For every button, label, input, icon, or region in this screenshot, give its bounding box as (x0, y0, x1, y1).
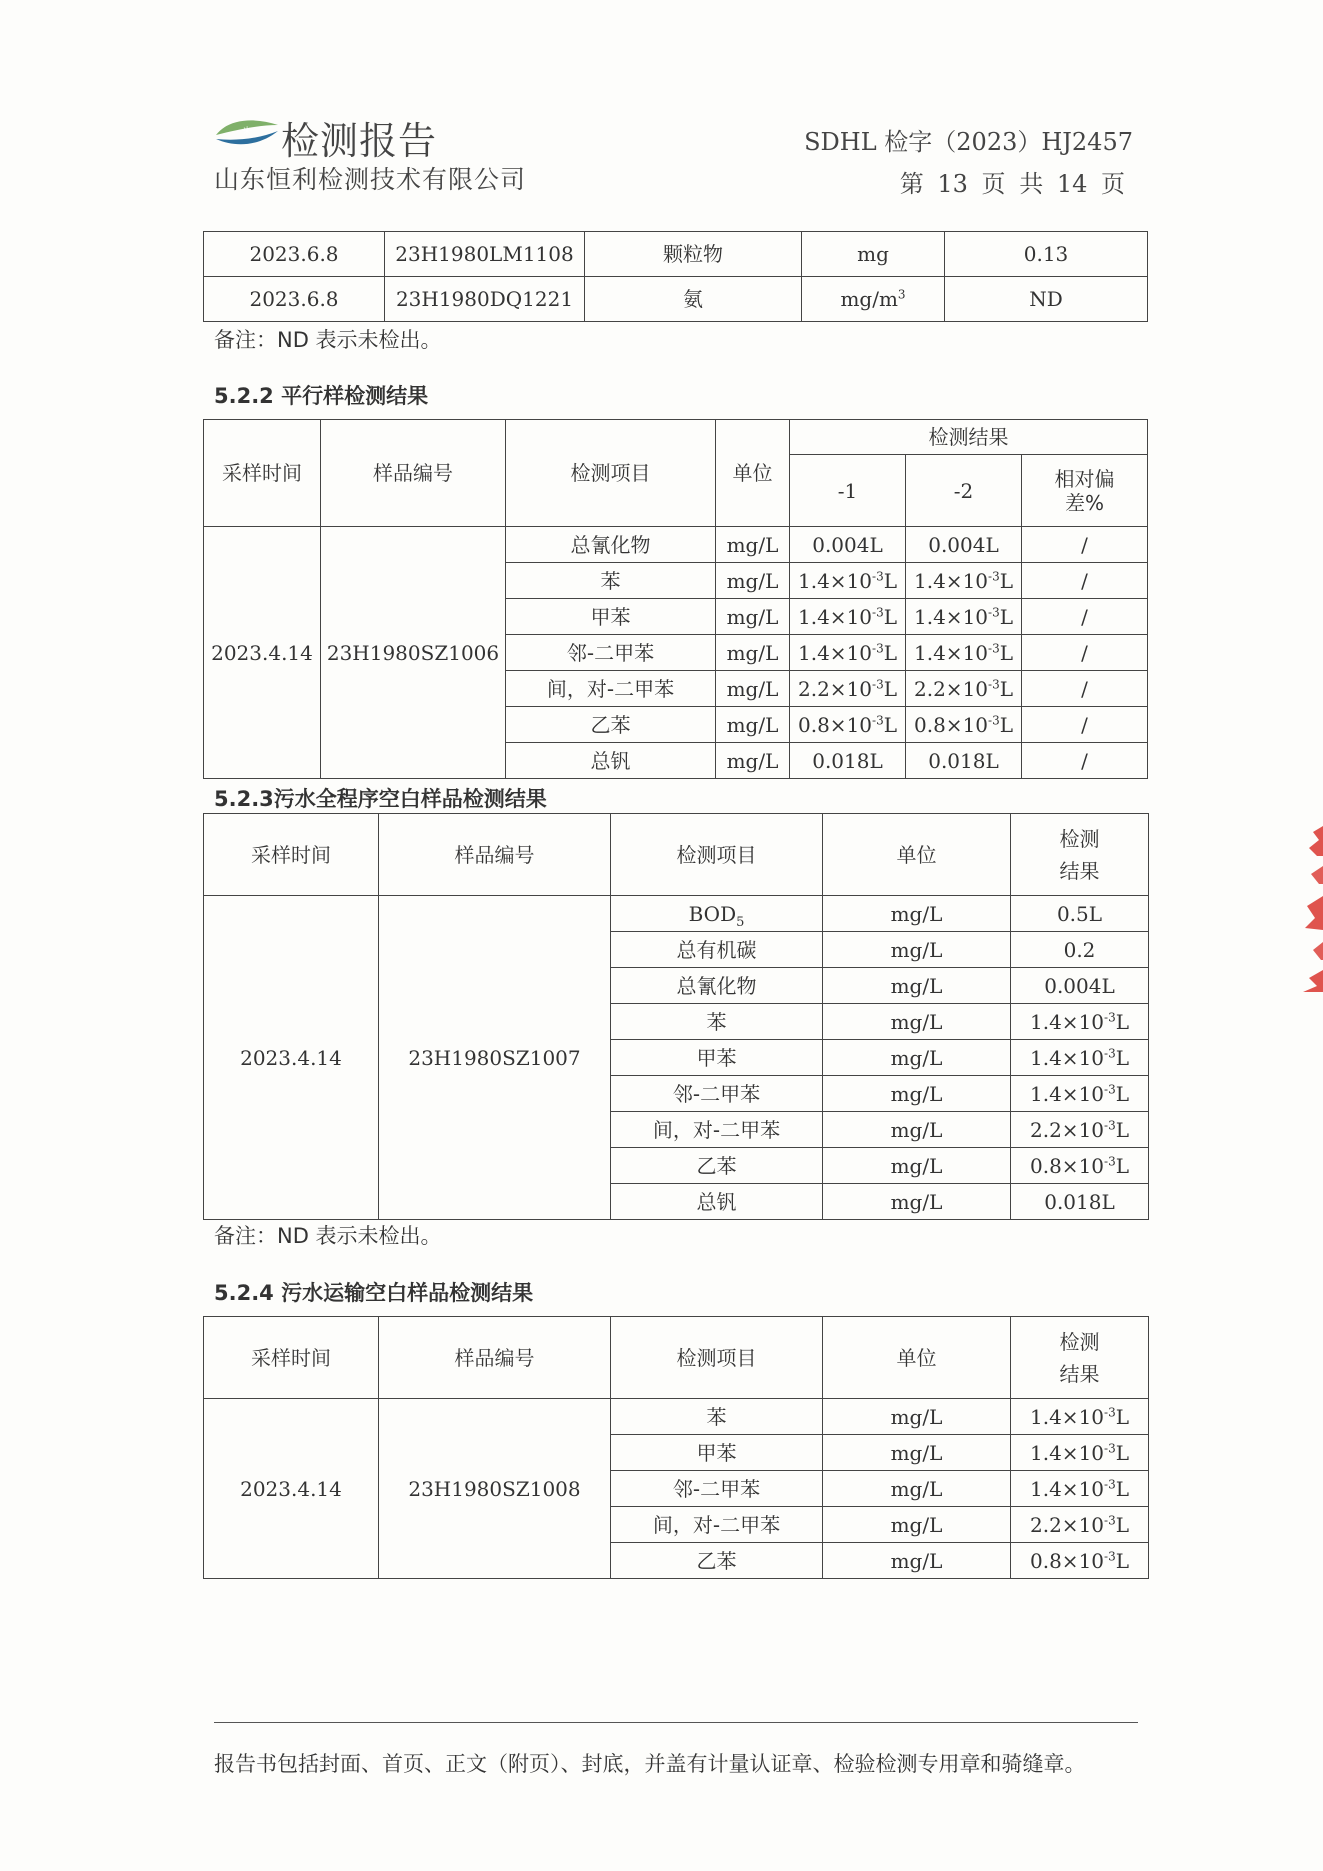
note-523: 备注：ND 表示未检出。 (214, 1224, 442, 1248)
cell-unit: mg/L (823, 1435, 1011, 1471)
cell-result-1: $2.2\times 10^{-3}L$ (790, 671, 906, 707)
cell-unit: mg/L (823, 1399, 1011, 1435)
svg-text:✳: ✳ (242, 124, 253, 138)
cell-date: 2023.6.8 (204, 232, 385, 277)
cell-rpd: / (1022, 707, 1148, 743)
cell-result: 0.5L (1011, 896, 1149, 932)
cell-rpd: / (1022, 635, 1148, 671)
cell-unit: mg/L (716, 635, 790, 671)
report-code: SDHL 检字（2023）HJ2457 (804, 128, 1133, 156)
header-result-1: -1 (790, 455, 906, 527)
cell-sample-id: 23H1980LM1108 (385, 232, 585, 277)
cell-result: $0.8\times 10^{-3}L$ (1011, 1148, 1149, 1184)
cell-sample-id: 23H1980SZ1008 (379, 1399, 611, 1579)
cell-result: 0.2 (1011, 932, 1149, 968)
cell-result: 0.13 (945, 232, 1148, 277)
table-row (204, 1399, 1149, 1435)
cell-item: 乙苯 (506, 707, 716, 743)
table-header-row (204, 814, 1149, 896)
cell-date: 2023.6.8 (204, 277, 385, 322)
cell-item: 总钒 (611, 1184, 823, 1220)
cell-sample-id: 23H1980SZ1007 (379, 896, 611, 1220)
table-header-row (204, 1317, 1149, 1399)
cell-date: 2023.4.14 (204, 1399, 379, 1579)
cell-result-1: $1.4\times 10^{-3}L$ (790, 599, 906, 635)
cell-result-1: $1.4\times 10^{-3}L$ (790, 563, 906, 599)
cell-item: 乙苯 (611, 1543, 823, 1579)
cell-result: $1.4\times 10^{-3}L$ (1011, 1399, 1149, 1435)
cell-result-1: $0.8\times 10^{-3}L$ (790, 707, 906, 743)
table-continued (203, 231, 1148, 322)
cell-unit: mg/L (823, 1543, 1011, 1579)
company-name: 山东恒利检测技术有限公司 (214, 165, 527, 194)
header-item: 检测项目 (611, 1317, 823, 1399)
cell-result-2: $2.2\times 10^{-3}L$ (906, 671, 1022, 707)
cell-date: 2023.4.14 (204, 527, 321, 779)
cell-unit: mg/L (823, 1040, 1011, 1076)
header-item: 检测项目 (611, 814, 823, 896)
cell-unit: mg/L (823, 1076, 1011, 1112)
cell-unit: mg/L (823, 1004, 1011, 1040)
page-number: 第 13 页 共 14 页 (899, 170, 1125, 198)
cell-item: 苯 (611, 1399, 823, 1435)
seam-stamp-icon (1299, 826, 1323, 992)
cell-unit: mg/L (716, 743, 790, 779)
cell-item: 甲苯 (611, 1435, 823, 1471)
cell-rpd: / (1022, 527, 1148, 563)
cell-rpd: / (1022, 563, 1148, 599)
cell-unit: mg/L (716, 707, 790, 743)
cell-item: 总有机碳 (611, 932, 823, 968)
cell-unit: mg/L (823, 968, 1011, 1004)
cell-result-2: 0.004L (906, 527, 1022, 563)
cell-unit: mg/L (716, 527, 790, 563)
table-header-row (204, 420, 1148, 455)
cell-result-2: $1.4\times 10^{-3}L$ (906, 563, 1022, 599)
footer-note: 报告书包括封面、首页、正文（附页）、封底，并盖有计量认证章、检验检测专用章和骑缝章。 (214, 1752, 1086, 1776)
cell-date: 2023.4.14 (204, 896, 379, 1220)
footer-divider (214, 1722, 1138, 1723)
header-rpd: 相对偏 差% (1022, 455, 1148, 527)
cell-unit: mg/L (716, 563, 790, 599)
cell-result-1: $1.4\times 10^{-3}L$ (790, 635, 906, 671)
cell-rpd: / (1022, 671, 1148, 707)
table-row (204, 896, 1149, 932)
cell-item: 邻-二甲苯 (506, 635, 716, 671)
cell-unit: mg/L (823, 1112, 1011, 1148)
cell-unit: mg/L (823, 1471, 1011, 1507)
cell-unit: mg/L (823, 1148, 1011, 1184)
cell-result: 0.018L (1011, 1184, 1149, 1220)
cell-unit: $mg/m^3$ (802, 277, 945, 322)
header-unit: 单位 (823, 1317, 1011, 1399)
header-unit: 单位 (716, 420, 790, 527)
header-unit: 单位 (823, 814, 1011, 896)
cell-result: $2.2\times 10^{-3}L$ (1011, 1112, 1149, 1148)
section-heading-524: 5.2.4 污水运输空白样品检测结果 (214, 1281, 534, 1305)
cell-result: 0.004L (1011, 968, 1149, 1004)
cell-unit: mg/L (823, 896, 1011, 932)
cell-result: $1.4\times 10^{-3}L$ (1011, 1004, 1149, 1040)
cell-unit: mg/L (823, 932, 1011, 968)
cell-item: 间，对-二甲苯 (611, 1112, 823, 1148)
table-row (204, 232, 1148, 277)
section-heading-522: 5.2.2 平行样检测结果 (214, 384, 429, 408)
cell-item: 邻-二甲苯 (611, 1471, 823, 1507)
header-results: 检测结果 (790, 420, 1148, 455)
cell-result: ND (945, 277, 1148, 322)
cell-item: 氨 (585, 277, 802, 322)
section-heading-523: 5.2.3污水全程序空白样品检测结果 (214, 787, 547, 811)
cell-result: $1.4\times 10^{-3}L$ (1011, 1435, 1149, 1471)
cell-item: 总钒 (506, 743, 716, 779)
cell-unit: mg/L (716, 599, 790, 635)
header-date: 采样时间 (204, 814, 379, 896)
cell-item: 苯 (611, 1004, 823, 1040)
cell-item: 总氰化物 (506, 527, 716, 563)
cell-item: 苯 (506, 563, 716, 599)
cell-item: $BOD_5$ (611, 896, 823, 932)
cell-unit: mg (802, 232, 945, 277)
cell-sample-id: 23H1980SZ1006 (321, 527, 506, 779)
cell-result-2: $1.4\times 10^{-3}L$ (906, 599, 1022, 635)
cell-result-2: 0.018L (906, 743, 1022, 779)
cell-unit: mg/L (823, 1507, 1011, 1543)
report-title: 检测报告 (281, 119, 438, 163)
cell-unit: mg/L (823, 1184, 1011, 1220)
header-sample-id: 样品编号 (379, 1317, 611, 1399)
header-result-2: -2 (906, 455, 1022, 527)
cell-result-1: 0.004L (790, 527, 906, 563)
cell-rpd: / (1022, 599, 1148, 635)
cell-rpd: / (1022, 743, 1148, 779)
table-row (204, 277, 1148, 322)
cell-result: $2.2\times 10^{-3}L$ (1011, 1507, 1149, 1543)
cell-item: 颗粒物 (585, 232, 802, 277)
cell-item: 甲苯 (611, 1040, 823, 1076)
header-sample-id: 样品编号 (379, 814, 611, 896)
header-sample-id: 样品编号 (321, 420, 506, 527)
table-full-process-blank (203, 813, 1149, 1220)
cell-result: $1.4\times 10^{-3}L$ (1011, 1471, 1149, 1507)
cell-unit: mg/L (716, 671, 790, 707)
header-date: 采样时间 (204, 1317, 379, 1399)
header-result: 检测 结果 (1011, 1317, 1149, 1399)
table-transport-blank (203, 1316, 1149, 1579)
note-top: 备注：ND 表示未检出。 (214, 328, 442, 352)
cell-sample-id: 23H1980DQ1221 (385, 277, 585, 322)
cell-item: 总氰化物 (611, 968, 823, 1004)
table-parallel-samples (203, 419, 1148, 779)
cell-item: 间，对-二甲苯 (506, 671, 716, 707)
company-logo-icon (214, 113, 280, 151)
cell-result-1: 0.018L (790, 743, 906, 779)
header-date: 采样时间 (204, 420, 321, 527)
cell-item: 甲苯 (506, 599, 716, 635)
cell-item: 乙苯 (611, 1148, 823, 1184)
cell-result: $1.4\times 10^{-3}L$ (1011, 1076, 1149, 1112)
cell-result-2: $0.8\times 10^{-3}L$ (906, 707, 1022, 743)
cell-item: 间，对-二甲苯 (611, 1507, 823, 1543)
cell-result: $0.8\times 10^{-3}L$ (1011, 1543, 1149, 1579)
cell-item: 邻-二甲苯 (611, 1076, 823, 1112)
header-item: 检测项目 (506, 420, 716, 527)
cell-result-2: $1.4\times 10^{-3}L$ (906, 635, 1022, 671)
header-result: 检测 结果 (1011, 814, 1149, 896)
table-row (204, 527, 1148, 563)
cell-result: $1.4\times 10^{-3}L$ (1011, 1040, 1149, 1076)
